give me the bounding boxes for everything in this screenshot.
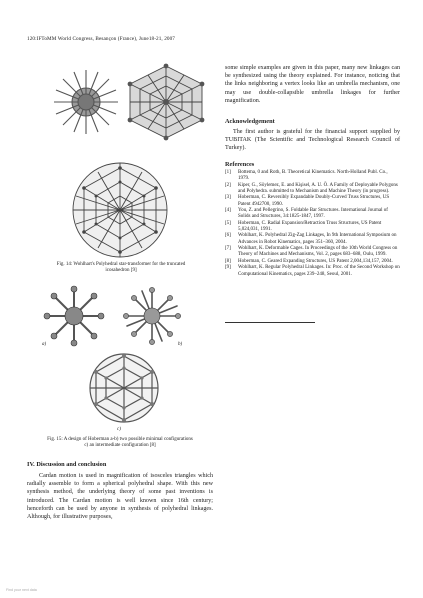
reference-text: Wohlhart, K. Regular Polyhedral Linkages. In: Proc. of the Second Workshop on Computational Kinematics, pages 239–248, Seoul, 2001.: [238, 265, 400, 277]
running-head: 120:IFToMM World Congress, Besançon (France), June18-21, 2007: [27, 36, 176, 42]
figure-14-bottom-image: [68, 160, 172, 260]
reference-text: Wohlhart, K. Polyhedral Zig-Zag Linkages, In 9th International Symposium on Advances in Robot Kinematics, pages 351–360, 2004.: [238, 233, 397, 245]
figure-15-label-b: b): [178, 342, 183, 347]
reference-number: [4]: [225, 208, 231, 214]
acknowledgement-heading: Acknowledgement: [225, 118, 275, 125]
reference-number: [9]: [225, 265, 231, 271]
reference-number: [2]: [225, 182, 231, 188]
reference-number: [1]: [225, 170, 231, 175]
figure-15-caption-line-1: Fig. 15: A design of Hoberman a-b) two possible minimal configurations: [47, 437, 193, 442]
reference-number: [8]: [225, 258, 231, 264]
reference-text: Bottema, 0 and Roth, B. Theoretical Kinematics. North-Holland Publ. Co., 1979.: [238, 170, 388, 182]
references-end-rule: [225, 322, 315, 323]
reference-number: [7]: [225, 246, 231, 252]
reference-text: Wohlhart, K. Deformable Cages. In Proceedings of the 10th World Congress on Theory of Machines and Mechanisms, Vol. 2, pages 683–688, Oulu, 1999.: [238, 246, 398, 258]
figure-15-caption-line-2: c) an intermediate configuration [8]: [84, 443, 156, 449]
figure-14-caption: [36, 262, 206, 274]
reference-text: Hoberman, C. Radial Expansion/Retraction Truss Structures, US Patent 5,024,031, 1991.: [238, 220, 382, 233]
figure-14-top-left-image: [50, 66, 122, 138]
figure-15-label-c: c): [117, 427, 121, 432]
figure-14-top-right-image: [122, 62, 210, 142]
reference-text: You, Z. and Pellegrino, S. Foldable Bar Structures. International Journal of Solids and Structures, 34:1825-1847, 1997.: [238, 208, 388, 220]
reference-text: Hoberman, C. Geared Expanding Structures, US Patent 2,004,134,157, 2004.: [238, 258, 393, 264]
section-4-body: Cardan motion is used in magnification of isosceles triangles which radially assemble to form a spherical polyhedral shape. With this new synthesis method, the underlying theory of some past inventions is introduced. The Cardan motion is well known since 16th century; henceforth can be used by anyone in synthesis of polyhedral linkages. Although, for illustrative purposes,: [27, 473, 213, 521]
reference-item: [225, 170, 400, 183]
figure-15-caption: [30, 437, 210, 449]
reference-text: Kiper, G., Söylemez, E. and Kişisel, A. U. Ö. A Family of Deployable Polygons and Polyhedra. submitted to Mechanism and Machine Theory (in progress).: [238, 182, 398, 195]
reference-text: Hoberman, C. Reversibly Expandable Doubly-Curved Truss Structures, US Patent 4942700, 1990.: [238, 195, 390, 207]
reference-item: [225, 195, 400, 208]
reference-item: [225, 221, 400, 234]
reference-item: [225, 183, 400, 196]
reference-item: [225, 208, 400, 221]
reference-item: [225, 233, 400, 246]
reference-number: [6]: [225, 233, 231, 239]
figure-14-caption-line-2: icosahedron [9]: [105, 268, 137, 274]
reference-number: [5]: [225, 220, 231, 226]
figure-15-image-a: [42, 284, 106, 348]
reference-item: [225, 265, 400, 278]
section-4-heading: IV. Discussion and conclusion: [27, 461, 107, 468]
figure-15-image-c: [86, 350, 162, 426]
figure-15-image-b: [120, 284, 184, 348]
figure-14-caption-line-1: Fig. 14: Wohlhart's Polyhedral star-transformer for the truncated: [56, 262, 186, 267]
figure-15-label-a: a): [42, 342, 47, 347]
right-column-continuation: some simple examples are given in this paper, many new linkages can be synthesized using the theory explained. For instance, noticing that the links neighboring a vertex looks like an umbrella mechanism, one may use double-collapsible umbrella linkages for further magnification.: [225, 65, 400, 104]
reference-number: [3]: [225, 195, 231, 201]
reference-item: [225, 246, 400, 259]
reference-list: [225, 170, 400, 278]
references-heading: References: [225, 161, 255, 168]
page-footer: Find your next data: [6, 588, 37, 592]
acknowledgement-body: The first author is grateful for the financial support supplied by TUBITAK (The Scientific and Technological Research Council of Turkey).: [225, 129, 400, 152]
